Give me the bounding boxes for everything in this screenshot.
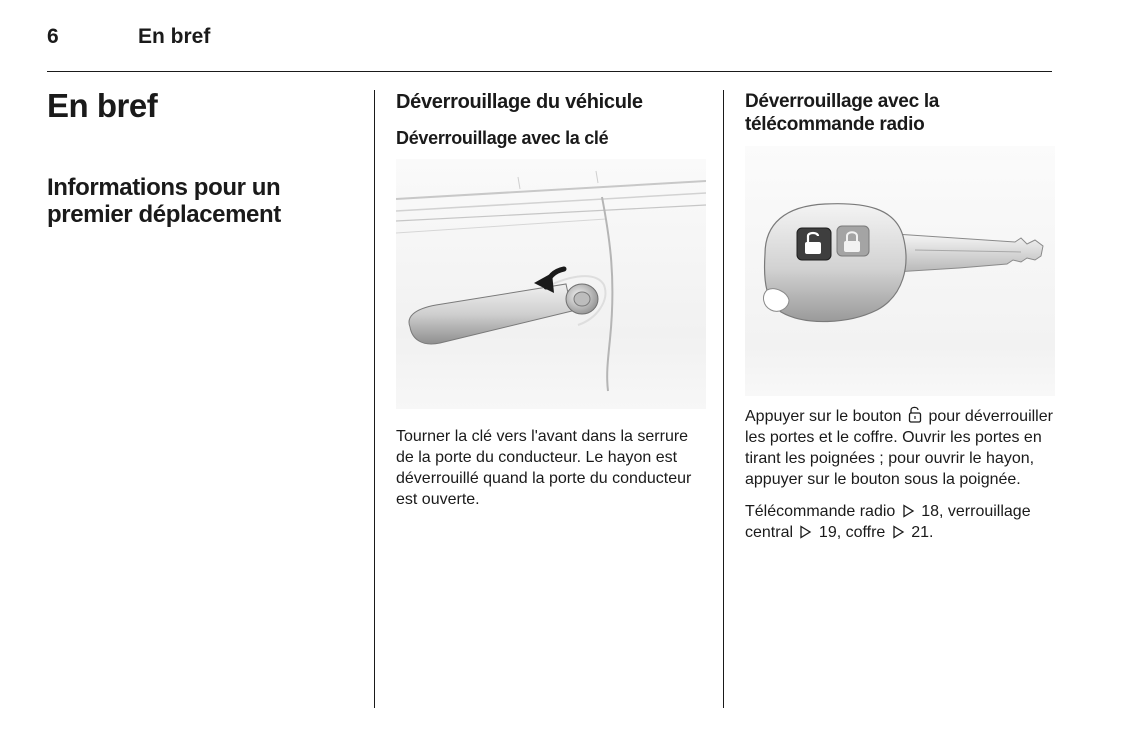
- unlock-remote-text: [745, 406, 1055, 490]
- unlock-vehicle-heading: Déverrouillage du véhicule: [396, 91, 643, 113]
- ref-remote-label: Télécommande radio: [745, 503, 900, 520]
- column-divider-1: [374, 90, 375, 708]
- unlock-remote-heading-line1: Déverrouillage avec la: [745, 91, 940, 112]
- door-handle-key-illustration: [396, 159, 706, 409]
- page-number: 6: [47, 25, 59, 48]
- chapter-title: En bref: [47, 87, 158, 124]
- unlock-remote-text-before: Appuyer sur le bouton: [745, 408, 906, 425]
- section-title-line1: Informations pour un: [47, 174, 281, 201]
- page-header: [47, 22, 1052, 70]
- column-3: [745, 90, 1055, 543]
- section-title-line2: premier déplacement: [47, 201, 281, 228]
- unlock-icon: [908, 406, 922, 423]
- unlock-with-key-subheading: Déverrouillage avec la clé: [396, 128, 609, 148]
- unlock-remote-heading: [745, 90, 1055, 136]
- unlock-remote-text-after: pour déverrouiller les portes et le coffre. Ouvrir les portes en tirant les poignées ; pour ouvrir le hayon, appuyer sur le bouton sous la poignée.: [745, 408, 1053, 488]
- cross-references: [745, 501, 1055, 543]
- remote-key-illustration: [745, 146, 1055, 396]
- unlock-with-key-text: Tourner la clé vers l'avant dans la serrure de la porte du conducteur. Le hayon est déverrouillé quand la porte du conducteur est ouverte.: [396, 428, 692, 508]
- reference-arrow-icon: [892, 525, 905, 539]
- ref-boot-page: 21.: [906, 524, 934, 541]
- column-2: [396, 90, 706, 510]
- ref-remote-page: 18, verrouillage central: [745, 503, 1031, 541]
- reference-arrow-icon: [902, 504, 915, 518]
- running-title: En bref: [138, 25, 211, 48]
- reference-arrow-icon: [799, 525, 812, 539]
- header-rule: [47, 71, 1052, 72]
- section-title: [47, 174, 357, 228]
- column-divider-2: [723, 90, 724, 708]
- unlock-remote-heading-line2: télécommande radio: [745, 114, 925, 135]
- ref-central-lock-page: 19, coffre: [814, 524, 890, 541]
- column-1: [47, 86, 357, 228]
